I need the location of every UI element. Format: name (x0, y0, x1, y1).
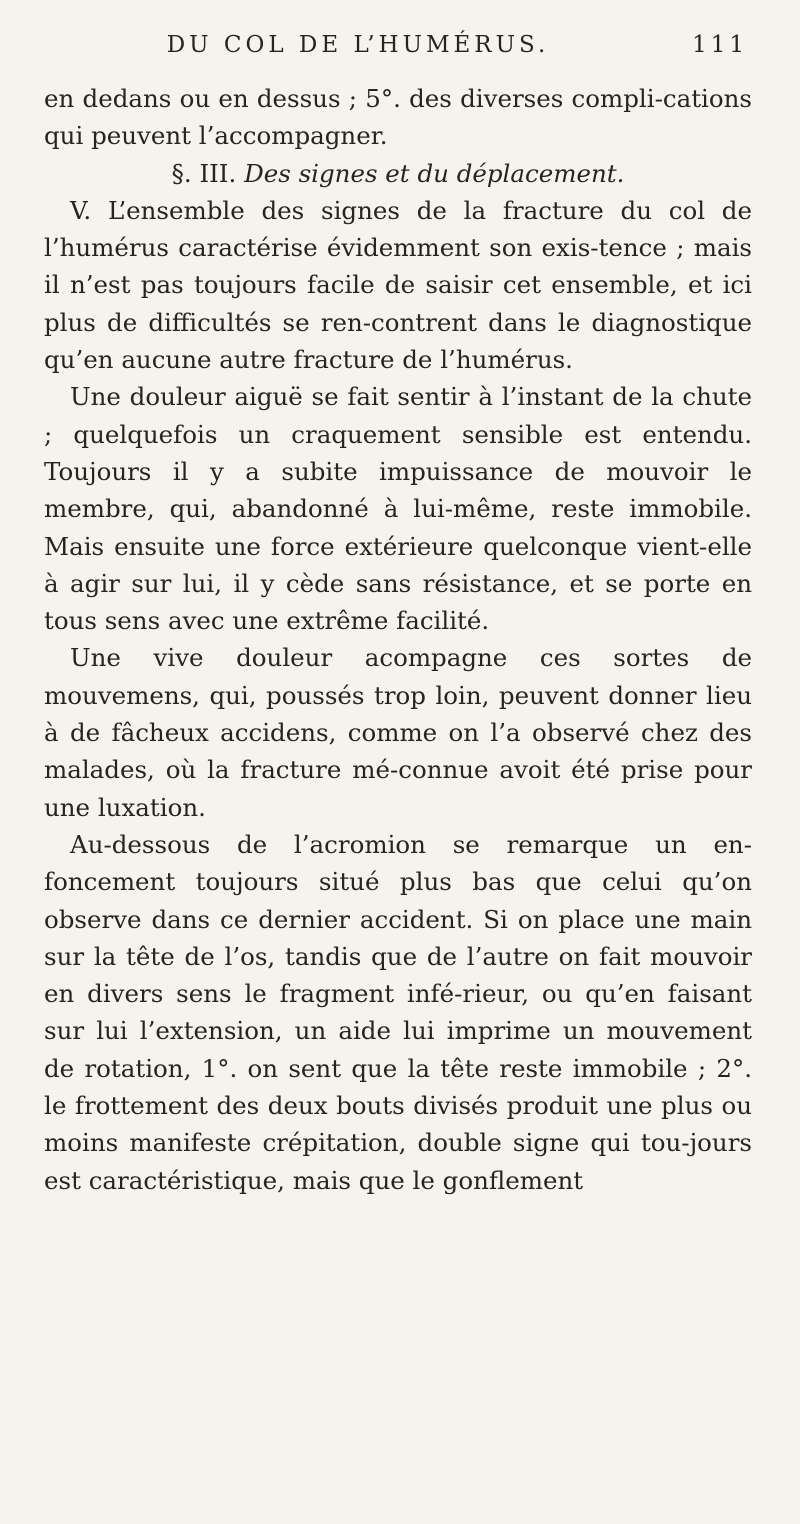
page-number: 111 (692, 32, 748, 58)
paragraph: Une vive douleur acompagne ces sortes de mouvemens, qui, poussés trop loin, peuvent donner lieu à de fâcheux accidens, comme on l’a observé chez des malades, où la fracture mé-connue avoit été prise pour une luxation. (44, 643, 752, 822)
body-text (44, 80, 752, 1199)
running-title: DU COL DE L’HUMÉRUS. (166, 32, 550, 58)
section-title: Des signes et du déplacement. (244, 158, 625, 188)
paragraph: V. L’ensemble des signes de la fracture du col de l’humérus caractérise évidemment son exis-tence ; mais il n’est pas toujours facile de saisir cet ensemble, et ici plus de difficultés se ren-contrent dans le diagnostique qu’en aucune autre fracture de l’humérus. (44, 195, 752, 375)
paragraph-continuation: en dedans ou en dessus ; 5°. des diverses compli-cations qui peuvent l’accompagner. (44, 84, 752, 151)
paragraph: Une douleur aiguë se fait sentir à l’instant de la chute ; quelquefois un craquement sensible est entendu. Toujours il y a subite impuissance de mouvoir le membre, qui, abandonné à lui-même, reste immobile. Mais ensuite une force extérieure quelconque vient-elle à agir sur lui, il y cède sans résistance, et se porte en tous sens avec une extrême facilité. (44, 382, 752, 636)
paragraph: Au-dessous de l’acromion se remarque un en-foncement toujours situé plus bas que celui qu’on observe dans ce dernier accident. Si on place une main sur la tête de l’os, tandis que de l’autre on fait mouvoir en divers sens le fragment infé-rieur, ou qu’en faisant sur lui l’extension, un aide lui imprime un mouvement de rotation, 1°. on sent que la tête reste immobile ; 2°. le frottement des deux bouts divisés produit une plus ou moins manifeste crépitation, double signe qui tou-jours est caractéristique, mais que le gonflement (44, 829, 752, 1195)
section-heading (44, 155, 752, 192)
section-number: §. III. (171, 158, 237, 188)
